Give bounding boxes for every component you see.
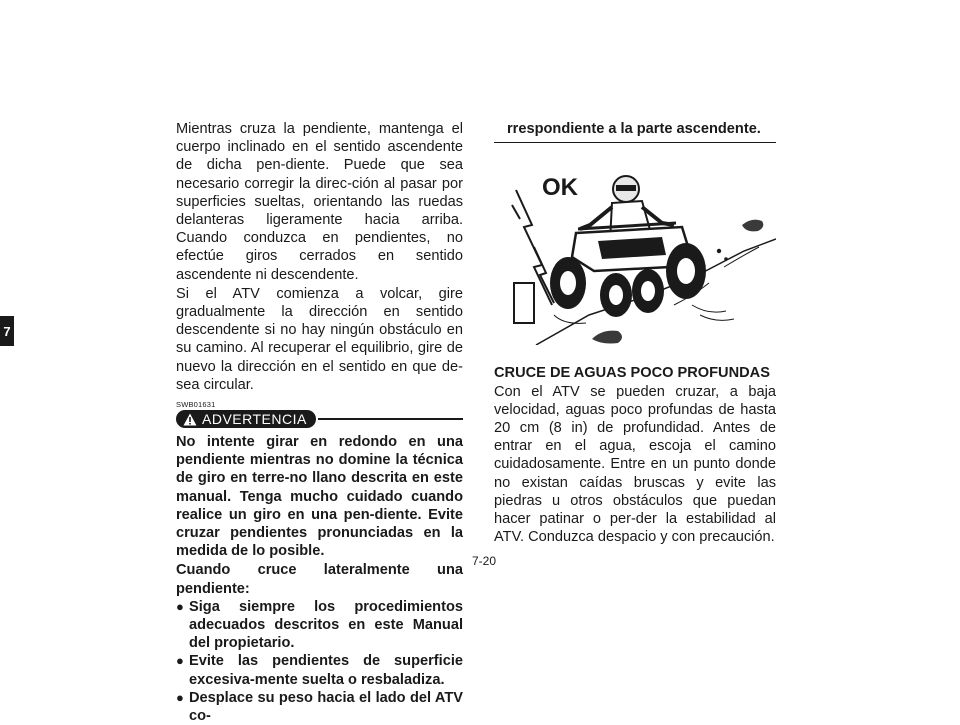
list-item: ● Desplace su peso hacia el lado del ATV co- <box>176 689 463 725</box>
atv-slope-illustration <box>494 155 776 345</box>
page-number: 7-20 <box>471 554 497 568</box>
left-column <box>176 120 463 725</box>
section-title: CRUCE DE AGUAS POCO PROFUNDAS <box>494 365 770 382</box>
paragraph-rollover: Si el ATV comienza a volcar, gire gradualmente la dirección en sentido descendente si no hay ningún obstáculo en su camino. Al recuperar el equilibrio, gire de nuevo la dirección en el sentido en que de-sea circular. <box>176 285 463 393</box>
fence-post <box>514 283 534 323</box>
warning-label: ADVERTENCIA <box>202 410 307 427</box>
bullet-icon: ● <box>176 598 184 614</box>
lateral-heading: Cuando cruce lateralmente una pendiente: <box>176 562 463 597</box>
warning-code: SWB01631 <box>176 400 216 410</box>
warning-badge <box>176 410 316 428</box>
list-item: ● Siga siempre los procedimientos adecuados descritos en este Manual del propietario. <box>176 598 463 652</box>
bullet-list <box>176 598 463 725</box>
atv-vehicle <box>550 223 734 323</box>
bullet-icon: ● <box>176 689 184 705</box>
warning-header <box>176 410 463 428</box>
right-column <box>494 120 776 546</box>
warning-triangle-icon <box>183 413 197 426</box>
warning-text: No intente girar en redondo en una pendiente mientras no domine la técnica de giro en terre-no llano descrita en este manual. Tenga mucho cuidado cuando realice un giro en una pen-diente. Evite cruzar pendientes pronunciadas en la medida de lo posible. <box>176 434 463 560</box>
warning-rule <box>318 418 463 420</box>
rock <box>742 220 763 232</box>
paragraph-slope-crossing: Mientras cruza la pendiente, mantenga el cuerpo inclinado en el sentido ascendente de dicha pen-diente. Puede que sea necesario corregir la direc-ción al pasar por superficies sueltas, orientando las ruedas delanteras ligeramente hacia arriba. Cuando conduzca en pendientes, no efectúe giros cerrados en sentido ascendente ni descendente. <box>176 121 463 283</box>
continued-text: rrespondiente a la parte ascendente. <box>494 120 776 143</box>
section-text: Con el ATV se pueden cruzar, a baja velocidad, aguas poco profundas de hasta 20 cm (8 in) de profundidad. Antes de entrar en el agua, escoja el camino cuidadosamente. Entre en un punto donde no existan caídas bruscas y evite las piedras u otros obstáculos que puedan hacer patinar o per-der la estabilidad al ATV. Conduzca despacio y con precaución. <box>494 383 776 546</box>
rock <box>592 331 622 344</box>
bullet-icon: ● <box>176 653 184 669</box>
illustration-ok-label: OK <box>542 174 578 202</box>
list-item: ● Evite las pendientes de superficie excesiva-mente suelta o resbaladiza. <box>176 653 463 688</box>
chapter-tab: 7 <box>0 316 14 346</box>
